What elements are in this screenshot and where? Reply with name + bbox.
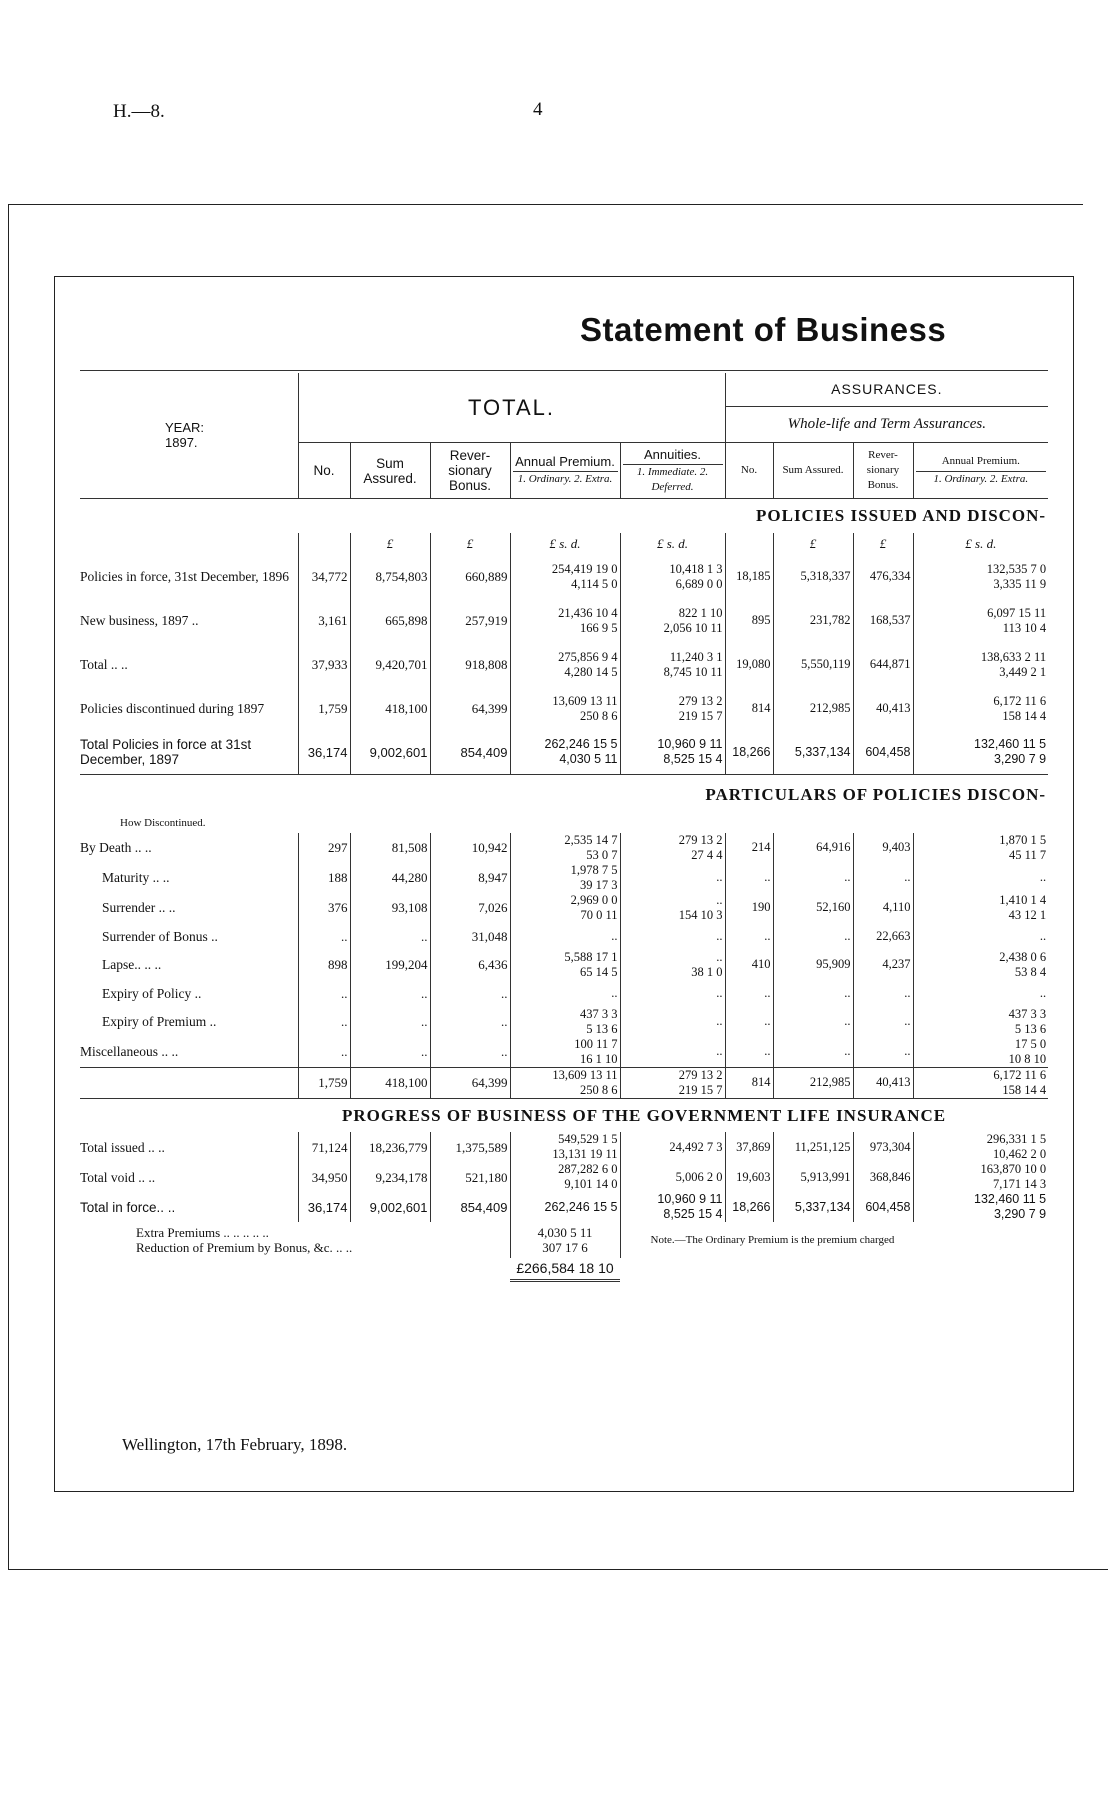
premium-cell: 100 11 7 16 1 10 — [510, 1037, 620, 1068]
ass-no-cell: 18,185 — [725, 555, 773, 599]
ass-sum-cell: 64,916 — [773, 833, 853, 863]
table-row — [80, 1037, 1048, 1068]
sum-cell: .. — [350, 923, 430, 950]
ass-no-cell: 37,869 — [725, 1132, 773, 1162]
annual-premium-header — [510, 443, 620, 499]
whole-life-header: Whole-life and Term Assurances. — [725, 407, 1048, 443]
table-row — [80, 863, 1048, 893]
table-row — [80, 1192, 1048, 1222]
extra-premiums-value: 4,030 5 11 — [537, 1225, 593, 1240]
row-label: Policies discontinued during 1897 — [80, 701, 265, 716]
table-row — [80, 731, 1048, 775]
ass-premium-cell: 2,438 0 6 53 8 4 — [913, 950, 1048, 980]
ass-premium-cell: 437 3 3 5 13 6 — [913, 1007, 1048, 1037]
bonus-cell: 854,409 — [430, 731, 510, 775]
no-cell: 188 — [298, 863, 350, 893]
ass-bonus-cell: 604,458 — [853, 1192, 913, 1222]
annuity-cell: 10,960 9 11 8,525 15 4 — [620, 1192, 725, 1222]
section1-title: POLICIES ISSUED AND DISCON- — [80, 499, 1048, 533]
premium-cell: 2,535 14 7 53 0 7 — [510, 833, 620, 863]
ass-premium-cell: 132,460 11 5 3,290 7 9 — [913, 731, 1048, 775]
ass-sum-cell: .. — [773, 1007, 853, 1037]
premium-cell: 262,246 15 5 4,030 5 11 — [510, 731, 620, 775]
table-row — [80, 1162, 1048, 1192]
no-cell: 1,759 — [298, 687, 350, 731]
page-title: Statement of Business — [580, 311, 947, 348]
bonus-cell: .. — [430, 980, 510, 1007]
no-cell: 34,772 — [298, 555, 350, 599]
ass-no-cell: 814 — [725, 1067, 773, 1098]
ass-premium-cell: 132,460 11 5 3,290 7 9 — [913, 1192, 1048, 1222]
sum-cell: 9,420,701 — [350, 643, 430, 687]
no-cell: 34,950 — [298, 1162, 350, 1192]
annuity-cell: .. — [620, 980, 725, 1007]
bonus-header: Rever-sionary Bonus. — [430, 443, 510, 499]
sum-cell: 93,108 — [350, 893, 430, 923]
ass-bonus-cell: 40,413 — [853, 687, 913, 731]
ass-sum-cell: 5,337,134 — [773, 731, 853, 775]
row-label: Miscellaneous .. .. — [80, 1044, 179, 1059]
premium-cell: 254,419 19 0 4,114 5 0 — [510, 555, 620, 599]
bonus-cell: 660,889 — [430, 555, 510, 599]
date-line: Wellington, 17th February, 1898. — [122, 1435, 348, 1454]
ass-bonus-cell: 9,403 — [853, 833, 913, 863]
table-row — [80, 687, 1048, 731]
no-cell: 898 — [298, 950, 350, 980]
ass-bonus-cell: .. — [853, 1007, 913, 1037]
sum-cell: 81,508 — [350, 833, 430, 863]
total-header: TOTAL. — [298, 373, 725, 443]
ass-premium-cell: .. — [913, 980, 1048, 1007]
bonus-cell: 6,436 — [430, 950, 510, 980]
ass-premium-cell: .. — [913, 923, 1048, 950]
ass-sum-cell: .. — [773, 923, 853, 950]
unit-label: £ s. d. — [913, 533, 1048, 555]
bonus-cell: .. — [430, 1007, 510, 1037]
no-cell: 3,161 — [298, 599, 350, 643]
annuities-sub: 1. Immediate. 2. Deferred. — [623, 464, 723, 495]
ass-premium-cell: 6,172 11 6 158 14 4 — [913, 1067, 1048, 1098]
ass-no-cell: 895 — [725, 599, 773, 643]
bottom-rule — [8, 1569, 1108, 1570]
ass-sum-cell: .. — [773, 980, 853, 1007]
units-no-cell — [298, 533, 350, 555]
ass-no-cell: 19,603 — [725, 1162, 773, 1192]
annuity-cell: 24,492 7 3 — [620, 1132, 725, 1162]
ass-sum-cell: 231,782 — [773, 599, 853, 643]
no-cell: 297 — [298, 833, 350, 863]
reduction-label: Reduction of Premium by Bonus, &c. .. .. — [136, 1240, 353, 1255]
premium-cell: 437 3 3 5 13 6 — [510, 1007, 620, 1037]
business-table — [80, 370, 1048, 1282]
ass-premium-header — [913, 443, 1048, 499]
ass-premium-cell: 6,097 15 11 113 10 4 — [913, 599, 1048, 643]
annuity-cell: 822 1 10 2,056 10 11 — [620, 599, 725, 643]
annuity-cell: 11,240 3 1 8,745 10 11 — [620, 643, 725, 687]
annuity-cell: 5,006 2 0 — [620, 1162, 725, 1192]
no-cell: .. — [298, 1007, 350, 1037]
ass-premium-sub: 1. Ordinary. 2. Extra. — [916, 471, 1047, 487]
bonus-cell: 854,409 — [430, 1192, 510, 1222]
no-cell: 36,174 — [298, 731, 350, 775]
premium-cell: 549,529 1 5 13,131 19 11 — [510, 1132, 620, 1162]
annual-premium-sub: 1. Ordinary. 2. Extra. — [513, 471, 618, 487]
premium-cell: .. — [510, 980, 620, 1007]
ass-bonus-cell: 168,537 — [853, 599, 913, 643]
ass-sum-cell: 95,909 — [773, 950, 853, 980]
ass-bonus-cell: 22,663 — [853, 923, 913, 950]
ass-bonus-cell: .. — [853, 980, 913, 1007]
no-header: No. — [298, 443, 350, 499]
sum-cell: .. — [350, 980, 430, 1007]
ass-no-cell: 214 — [725, 833, 773, 863]
bonus-cell: 521,180 — [430, 1162, 510, 1192]
frame-left — [54, 276, 55, 1491]
sum-cell: 665,898 — [350, 599, 430, 643]
unit-label: £ s. d. — [510, 533, 620, 555]
row-label: Total Policies in force at 31st December, 1897 — [80, 737, 252, 768]
table-row — [80, 1132, 1048, 1162]
section3-body — [80, 1132, 1048, 1222]
ass-sum-cell: 212,985 — [773, 687, 853, 731]
premium-cell: 262,246 15 5 — [510, 1192, 620, 1222]
annuity-cell: 10,418 1 3 6,689 0 0 — [620, 555, 725, 599]
annuity-cell: 279 13 2 27 4 4 — [620, 833, 725, 863]
row-label: New business, 1897 .. — [80, 613, 199, 628]
bonus-cell: 31,048 — [430, 923, 510, 950]
ass-no-header: No. — [725, 443, 773, 499]
row-label: Policies in force, 31st December, 1896 — [80, 569, 290, 584]
ass-premium-cell: 1,870 1 5 45 11 7 — [913, 833, 1048, 863]
premium-cell: 21,436 10 4 166 9 5 — [510, 599, 620, 643]
bonus-cell: .. — [430, 1037, 510, 1068]
frame-top — [54, 276, 1074, 277]
bonus-cell: 10,942 — [430, 833, 510, 863]
sum-cell: 418,100 — [350, 1067, 430, 1098]
premium-cell: 13,609 13 11 250 8 6 — [510, 1067, 620, 1098]
ass-no-cell: .. — [725, 863, 773, 893]
annuities-label: Annuities. — [643, 446, 702, 462]
extra-values — [510, 1222, 620, 1258]
ass-sum-cell: 5,913,991 — [773, 1162, 853, 1192]
units-label-cell — [80, 533, 298, 555]
ass-no-cell: .. — [725, 923, 773, 950]
annuity-cell: .. — [620, 863, 725, 893]
ass-bonus-header: Rever-sionary Bonus. — [853, 443, 913, 499]
unit-label: £ — [773, 533, 853, 555]
premium-cell: 275,856 9 4 4,280 14 5 — [510, 643, 620, 687]
no-cell: 1,759 — [298, 1067, 350, 1098]
sum-cell: 9,234,178 — [350, 1162, 430, 1192]
row-label: Surrender .. .. — [102, 900, 176, 915]
ass-bonus-cell: .. — [853, 1037, 913, 1068]
ass-no-cell: 814 — [725, 687, 773, 731]
row-label: Maturity .. .. — [102, 870, 170, 885]
ass-premium-cell: 163,870 10 0 7,171 14 3 — [913, 1162, 1048, 1192]
ass-no-cell: .. — [725, 1037, 773, 1068]
row-label — [80, 1067, 298, 1098]
unit-label: £ — [350, 533, 430, 555]
bonus-cell: 918,808 — [430, 643, 510, 687]
sum-cell: 199,204 — [350, 950, 430, 980]
table-row — [80, 833, 1048, 863]
ass-bonus-cell: 4,110 — [853, 893, 913, 923]
annuities-header — [620, 443, 725, 499]
annuity-cell: 279 13 2 219 15 7 — [620, 1067, 725, 1098]
ass-sum-cell: 11,251,125 — [773, 1132, 853, 1162]
ass-no-cell: 410 — [725, 950, 773, 980]
annuity-cell: 10,960 9 11 8,525 15 4 — [620, 731, 725, 775]
units-ass-no-cell — [725, 533, 773, 555]
ass-no-cell: 19,080 — [725, 643, 773, 687]
no-cell: 37,933 — [298, 643, 350, 687]
no-cell: .. — [298, 980, 350, 1007]
no-cell: 376 — [298, 893, 350, 923]
sum-assured-header: Sum Assured. — [350, 443, 430, 499]
table-row — [80, 1007, 1048, 1037]
ass-premium-cell: 138,633 2 11 3,449 2 1 — [913, 643, 1048, 687]
row-label: Expiry of Premium .. — [102, 1014, 217, 1029]
bonus-cell: 8,947 — [430, 863, 510, 893]
ass-bonus-cell: 644,871 — [853, 643, 913, 687]
ass-premium-cell: 1,410 1 4 43 12 1 — [913, 893, 1048, 923]
ass-sum-cell: .. — [773, 863, 853, 893]
bonus-cell: 257,919 — [430, 599, 510, 643]
annuity-cell: .. — [620, 923, 725, 950]
year-header: YEAR: 1897. — [165, 420, 205, 451]
no-cell: .. — [298, 1037, 350, 1068]
bonus-cell: 1,375,589 — [430, 1132, 510, 1162]
no-cell: 36,174 — [298, 1192, 350, 1222]
ass-sum-cell: .. — [773, 1037, 853, 1068]
no-cell: .. — [298, 923, 350, 950]
premium-cell: 5,588 17 1 65 14 5 — [510, 950, 620, 980]
ass-no-cell: 18,266 — [725, 1192, 773, 1222]
premium-cell: 13,609 13 11 250 8 6 — [510, 687, 620, 731]
table-row — [80, 555, 1048, 599]
page-number: 4 — [533, 99, 543, 120]
annuity-cell: .. 154 10 3 — [620, 893, 725, 923]
reduction-value: 307 17 6 — [542, 1240, 588, 1255]
table-row — [80, 1067, 1048, 1098]
ass-sum-cell: 52,160 — [773, 893, 853, 923]
running-header: H.—8. — [113, 101, 165, 122]
ass-sum-cell: 212,985 — [773, 1067, 853, 1098]
left-rule — [8, 204, 9, 1569]
extra-labels — [80, 1222, 510, 1258]
ass-bonus-cell: 40,413 — [853, 1067, 913, 1098]
table-row — [80, 923, 1048, 950]
ass-sum-cell: 5,550,119 — [773, 643, 853, 687]
sum-cell: 418,100 — [350, 687, 430, 731]
table-row — [80, 643, 1048, 687]
ass-premium-cell: 132,535 7 0 3,335 11 9 — [913, 555, 1048, 599]
row-label: Surrender of Bonus .. — [102, 928, 218, 944]
annual-premium-label: Annual Premium. — [515, 454, 615, 469]
bonus-cell: 64,399 — [430, 1067, 510, 1098]
ass-premium-label: Annual Premium. — [941, 455, 1020, 467]
extra-premiums-label: Extra Premiums .. .. .. .. .. — [136, 1225, 269, 1240]
row-label: Lapse.. .. .. — [102, 957, 162, 972]
unit-label: £ — [853, 533, 913, 555]
row-label: Total issued .. .. — [80, 1139, 165, 1155]
section2-title: PARTICULARS OF POLICIES DISCON- — [80, 775, 1048, 815]
frame-bottom — [54, 1491, 1074, 1492]
annuity-cell: 279 13 2 219 15 7 — [620, 687, 725, 731]
bonus-cell: 64,399 — [430, 687, 510, 731]
ass-no-cell: .. — [725, 980, 773, 1007]
bonus-cell: 7,026 — [430, 893, 510, 923]
sum-cell: .. — [350, 1037, 430, 1068]
row-label: Expiry of Policy .. — [102, 985, 202, 1001]
row-label: Total .. .. — [80, 657, 128, 672]
table-row — [80, 893, 1048, 923]
ass-sum-cell: 5,318,337 — [773, 555, 853, 599]
row-label: By Death .. .. — [80, 840, 152, 855]
unit-label: £ s. d. — [620, 533, 725, 555]
ass-premium-cell: .. — [913, 863, 1048, 893]
ass-bonus-cell: 604,458 — [853, 731, 913, 775]
table-row — [80, 599, 1048, 643]
section2-body — [80, 833, 1048, 1099]
table-row — [80, 980, 1048, 1007]
ass-bonus-cell: 973,304 — [853, 1132, 913, 1162]
ass-no-cell: 190 — [725, 893, 773, 923]
row-label: Total in force.. .. — [80, 1199, 176, 1215]
ass-sum-header: Sum Assured. — [773, 443, 853, 499]
premium-cell: .. — [510, 923, 620, 950]
premium-cell: 1,978 7 5 39 17 3 — [510, 863, 620, 893]
ass-bonus-cell: 368,846 — [853, 1162, 913, 1192]
ass-premium-cell: 6,172 11 6 158 14 4 — [913, 687, 1048, 731]
annuity-cell: .. — [620, 1007, 725, 1037]
ass-no-cell: .. — [725, 1007, 773, 1037]
ass-premium-cell: 296,331 1 5 10,462 2 0 — [913, 1132, 1048, 1162]
sum-cell: 18,236,779 — [350, 1132, 430, 1162]
annuity-cell: .. — [620, 1037, 725, 1068]
table-row — [80, 950, 1048, 980]
premium-cell: 287,282 6 0 9,101 14 0 — [510, 1162, 620, 1192]
ass-bonus-cell: 476,334 — [853, 555, 913, 599]
ass-premium-cell: 17 5 0 10 8 10 — [913, 1037, 1048, 1068]
ass-no-cell: 18,266 — [725, 731, 773, 775]
sum-cell: 9,002,601 — [350, 731, 430, 775]
sum-cell: .. — [350, 1007, 430, 1037]
ass-sum-cell: 5,337,134 — [773, 1192, 853, 1222]
premium-cell: 2,969 0 0 70 0 11 — [510, 893, 620, 923]
sum-cell: 9,002,601 — [350, 1192, 430, 1222]
grand-total: £266,584 18 10 — [510, 1258, 620, 1280]
top-rule — [8, 204, 1083, 205]
ass-bonus-cell: 4,237 — [853, 950, 913, 980]
ass-bonus-cell: .. — [853, 863, 913, 893]
section1-body — [80, 555, 1048, 775]
unit-label: £ — [430, 533, 510, 555]
sum-cell: 8,754,803 — [350, 555, 430, 599]
note: Note.—The Ordinary Premium is the premium charged — [620, 1222, 1048, 1258]
sum-cell: 44,280 — [350, 863, 430, 893]
row-label: Total void .. .. — [80, 1169, 156, 1185]
no-cell: 71,124 — [298, 1132, 350, 1162]
section3-title: PROGRESS OF BUSINESS OF THE GOVERNMENT LIFE INSURANCE — [80, 1098, 1048, 1132]
assurances-header: ASSURANCES. — [725, 373, 1048, 407]
frame-right — [1073, 276, 1074, 1491]
how-discontinued-label: How Discontinued. — [120, 817, 206, 829]
annuity-cell: .. 38 1 0 — [620, 950, 725, 980]
units-row — [80, 533, 1048, 555]
